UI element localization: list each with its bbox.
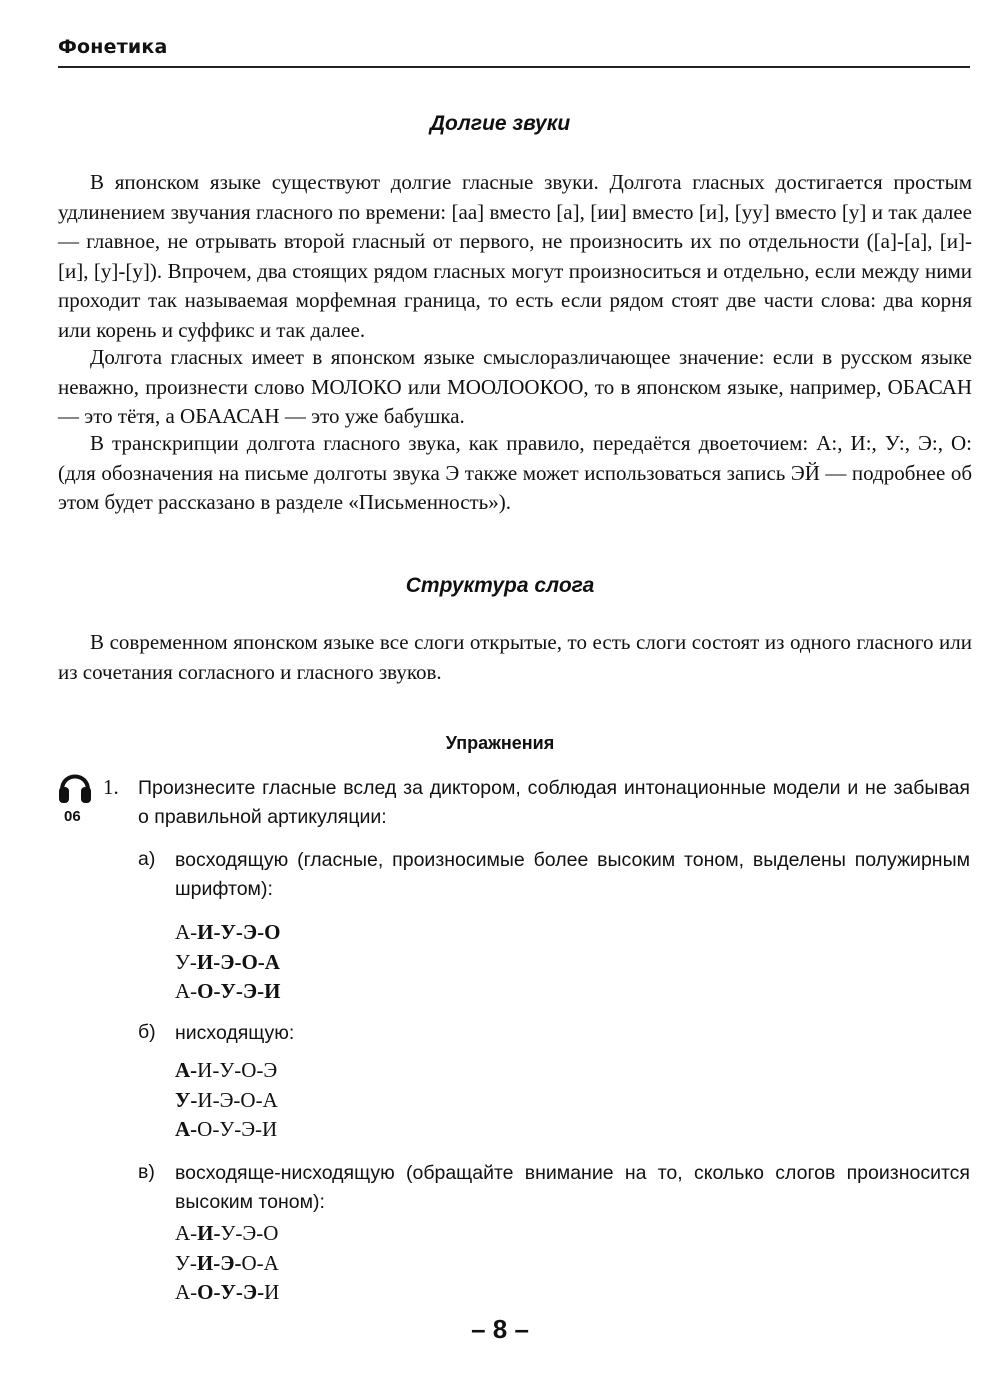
syllable-structure-title: Структура слога	[405, 574, 595, 597]
sequence-line: А-И-У-Э-О	[175, 1221, 279, 1245]
sequence-line: А-О-У-Э-И	[175, 1280, 280, 1304]
item-b-text: нисходящую:	[175, 1022, 295, 1044]
item-a-sequences	[175, 918, 280, 1007]
page-number: – 8 –	[471, 1314, 529, 1344]
item-c-sequences	[175, 1219, 279, 1308]
item-b-sequences	[175, 1056, 278, 1145]
sequence-line: У-И-Э-О-А	[175, 1250, 279, 1275]
header-rule	[58, 66, 970, 68]
item-c-letter: в)	[138, 1161, 155, 1183]
sequence-line: А-И-У-О-Э	[175, 1058, 278, 1082]
audio-track-number: 06	[64, 808, 81, 825]
sequence-line: У-И-Э-О-А	[175, 1087, 278, 1112]
long-sounds-title: Долгие звуки	[429, 112, 571, 135]
sequence-line: А-И-У-Э-О	[175, 920, 281, 944]
item-c-text: восходяще-нисходящую (обращайте внимание на то, сколько слогов произносится высоким тоном):	[175, 1162, 970, 1213]
exercise-instruction: Произнесите гласные вслед за диктором, соблюдая интонационные модели и не забывая о правильной артикуляции:	[138, 777, 970, 828]
item-b-letter: б)	[138, 1021, 156, 1043]
long-sounds-paragraph-1: В японском языке существуют долгие гласные звуки. Долгота гласных достигается простым удлинением звучания гласного по времени: [аа] вместо [а], [ии] вместо [и], [уу] вместо [у] и так далее — главное, не отрывать второй гласный от первого, не произносить их по отдельности ([а]-[а], [и]-[и], [у]-[у]). Впрочем, два стоящих рядом гласных могут произноситься и отдельно, если между ними проходит так называемая морфемная граница, то есть если рядом стоят две части слова: два корня или корень и суффикс и так далее.	[58, 170, 972, 342]
syllable-structure-text: В современном японском языке все слоги открытые, то есть слоги состоят из одного гласного или из сочетания согласного и гласного звуков.	[58, 630, 972, 684]
headphones-icon	[57, 764, 93, 806]
sequence-line: У-И-Э-О-А	[175, 949, 280, 974]
long-sounds-paragraph-2: Долгота гласных имеет в японском языке смыслоразличающее значение: если в русском языке неважно, произнести слово МОЛОКО или МООЛООКОО, то в японском языке, например, ОБАСАН — это тётя, а ОБААСАН — это уже бабушка.	[58, 345, 972, 428]
item-a-letter: а)	[138, 848, 156, 870]
item-a-text: восходящую (гласные, произносимые более высоким тоном, выделены полужирным шрифтом):	[175, 849, 970, 900]
long-sounds-paragraph-3: В транскрипции долгота гласного звука, как правило, передаётся двоеточием: А:, И:, У:, Э:, О: (для обозначения на письме долготы звука Э также может использоваться запись ЭЙ — подробнее об этом будет рассказано в разделе «Письменность»).	[58, 431, 972, 514]
running-header: Фонетика	[58, 36, 168, 58]
sequence-line: А-О-У-Э-И	[175, 979, 281, 1003]
sequence-line: А-О-У-Э-И	[175, 1117, 278, 1141]
exercises-title: Упражнения	[445, 733, 555, 753]
exercise-number: 1.	[103, 775, 119, 799]
